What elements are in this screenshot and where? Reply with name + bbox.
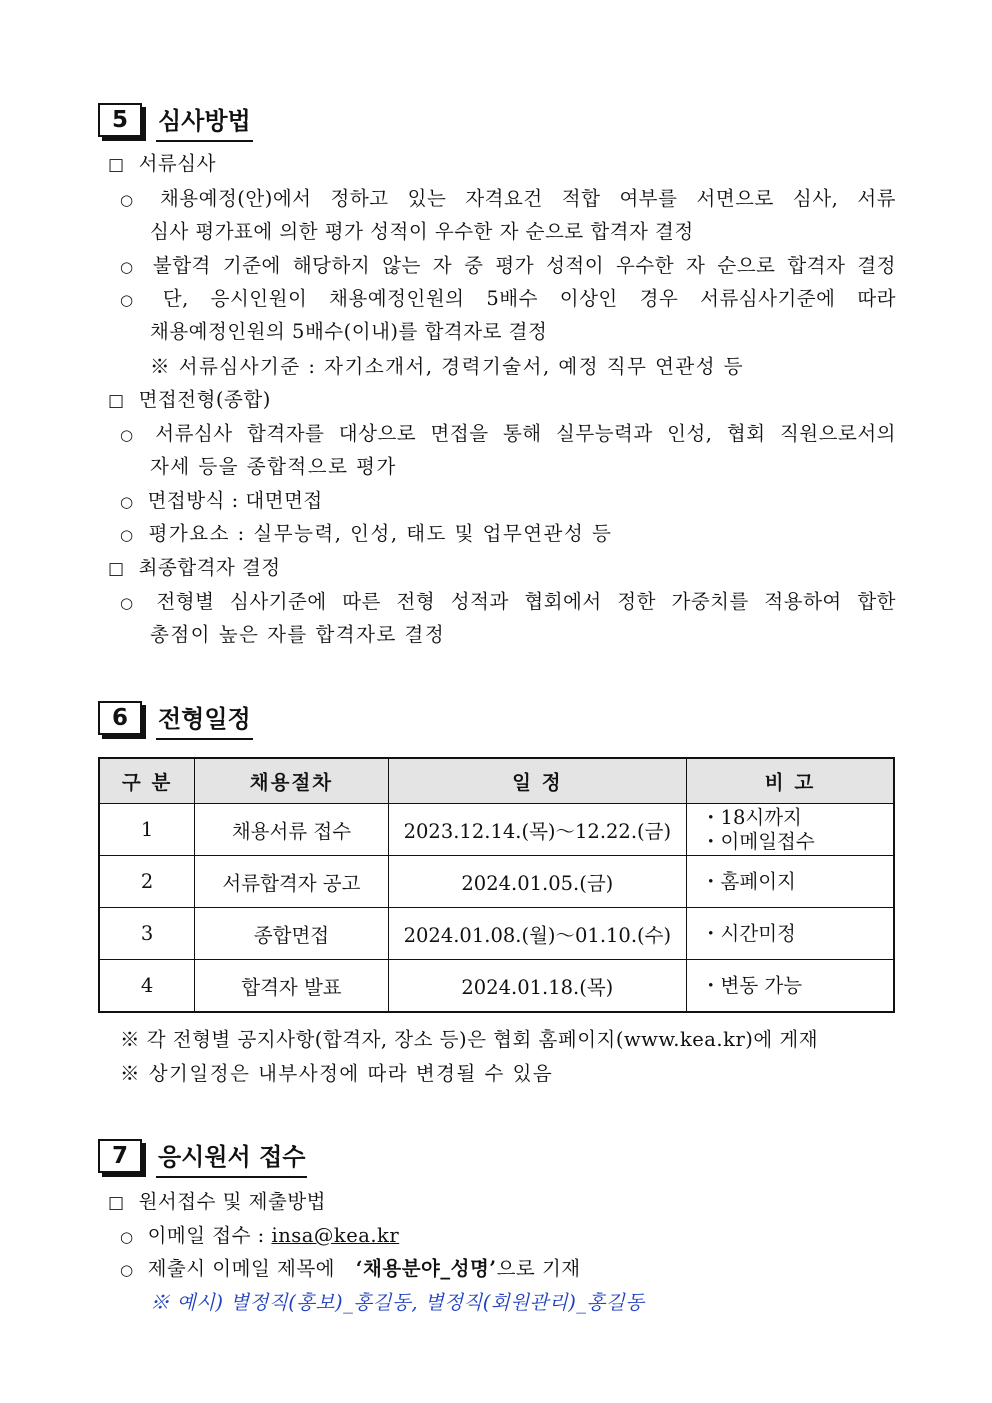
table-cell-no: 3 [99,908,195,960]
email-link[interactable]: insa@kea.kr [271,1224,400,1247]
list-item: ○ 단, 응시인원이 채용예정인원의 5배수 이상인 경우 서류심사기준에 따라 [120,287,896,310]
circle-bullet-icon: ○ [120,426,142,444]
table-cell-no: 1 [99,804,195,856]
schedule-note: ※ 상기일정은 내부사정에 따라 변경될 수 있음 [120,1062,554,1085]
schedule-table [98,757,895,1013]
list-item-continued: 자세 등을 종합적으로 평가 [150,455,397,478]
table-cell-note: ・홈페이지 [687,856,894,908]
section-title: 전형일정 [156,699,253,740]
circle-bullet-icon: ○ [120,258,139,276]
table-row [99,856,894,908]
table-cell-date: 2024.01.18.(목) [388,960,686,1013]
list-item: ○ 서류심사 합격자를 대상으로 면접을 통해 실무능력과 인성, 협회 직원으로서의 [120,422,896,445]
list-item: ○ 채용예정(안)에서 정하고 있는 자격요건 적합 여부를 서면으로 심사, 서류 [120,187,896,210]
square-bullet-icon: □ [108,559,125,579]
column-header: 일 정 [388,758,686,804]
table-cell-note: ・변동 가능 [687,960,894,1013]
schedule-note: ※ 각 전형별 공지사항(합격자, 장소 등)은 협회 홈페이지(www.kea.kr)에 게재 [120,1028,819,1051]
list-item-continued: 총점이 높은 자를 합격자로 결정 [150,623,446,646]
heading-final: □ 최종합격자 결정 [108,556,281,579]
example-text: ※ 예시) 별정직(홍보)_홍길동, 별정직(회원관리)_홍길동 [150,1291,645,1314]
column-header: 채용절차 [195,758,388,804]
section-title: 응시원서 접수 [156,1137,307,1178]
circle-bullet-icon: ○ [120,1261,134,1279]
table-header-row [99,758,894,804]
table-cell-date: 2024.01.08.(월)～01.10.(수) [388,908,686,960]
list-item: ○ 이메일 접수 : insa@kea.kr [120,1224,400,1247]
section-number-box: 7 [98,1139,142,1173]
column-header: 구 분 [99,758,195,804]
list-item-continued: 채용예정인원의 5배수(이내)를 합격자로 결정 [150,320,548,343]
table-cell-date: 2023.12.14.(목)～12.22.(금) [388,804,686,856]
section-title: 심사방법 [156,101,253,142]
square-bullet-icon: □ [108,155,125,175]
square-bullet-icon: □ [108,391,125,411]
subject-format: ‘채용분야_성명’ [355,1257,497,1280]
table-cell-step: 서류합격자 공고 [195,856,388,908]
list-item: ○ 제출시 이메일 제목에 ‘채용분야_성명’으로 기재 [120,1257,581,1280]
circle-bullet-icon: ○ [120,526,135,544]
list-item-continued: 심사 평가표에 의한 평가 성적이 우수한 자 순으로 합격자 결정 [150,220,694,243]
table-row [99,908,894,960]
heading-doc-review: □ 서류심사 [108,152,216,175]
table-cell-note: ・18시까지 ・이메일접수 [687,804,894,856]
circle-bullet-icon: ○ [120,493,134,511]
circle-bullet-icon: ○ [120,1228,134,1246]
section-number-box: 6 [98,701,142,735]
table-cell-note: ・시간미정 [687,908,894,960]
list-item: ○ 평가요소 : 실무능력, 인성, 태도 및 업무연관성 등 [120,522,613,545]
list-item: ○ 전형별 심사기준에 따른 전형 성적과 협회에서 정한 가중치를 적용하여 합한 [120,590,897,613]
table-cell-step: 종합면접 [195,908,388,960]
circle-bullet-icon: ○ [120,191,146,209]
table-row [99,960,894,1013]
list-item: ○ 불합격 기준에 해당하지 않는 자 중 평가 성적이 우수한 자 순으로 합격자 결정 [120,254,896,277]
table-cell-step: 채용서류 접수 [195,804,388,856]
table-cell-no: 4 [99,960,195,1013]
list-item: ○ 면접방식 : 대면면접 [120,489,323,512]
note-text: ※ 서류심사기준 : 자기소개서, 경력기술서, 예정 직무 연관성 등 [150,355,745,378]
table-row [99,804,894,856]
heading-interview: □ 면접전형(종합) [108,388,271,411]
column-header: 비 고 [687,758,894,804]
square-bullet-icon: □ [108,1193,125,1213]
table-cell-step: 합격자 발표 [195,960,388,1013]
circle-bullet-icon: ○ [120,594,143,612]
circle-bullet-icon: ○ [120,291,149,309]
table-cell-date: 2024.01.05.(금) [388,856,686,908]
table-cell-no: 2 [99,856,195,908]
section-number-box: 5 [98,103,142,137]
heading-application: □ 원서접수 및 제출방법 [108,1190,326,1213]
